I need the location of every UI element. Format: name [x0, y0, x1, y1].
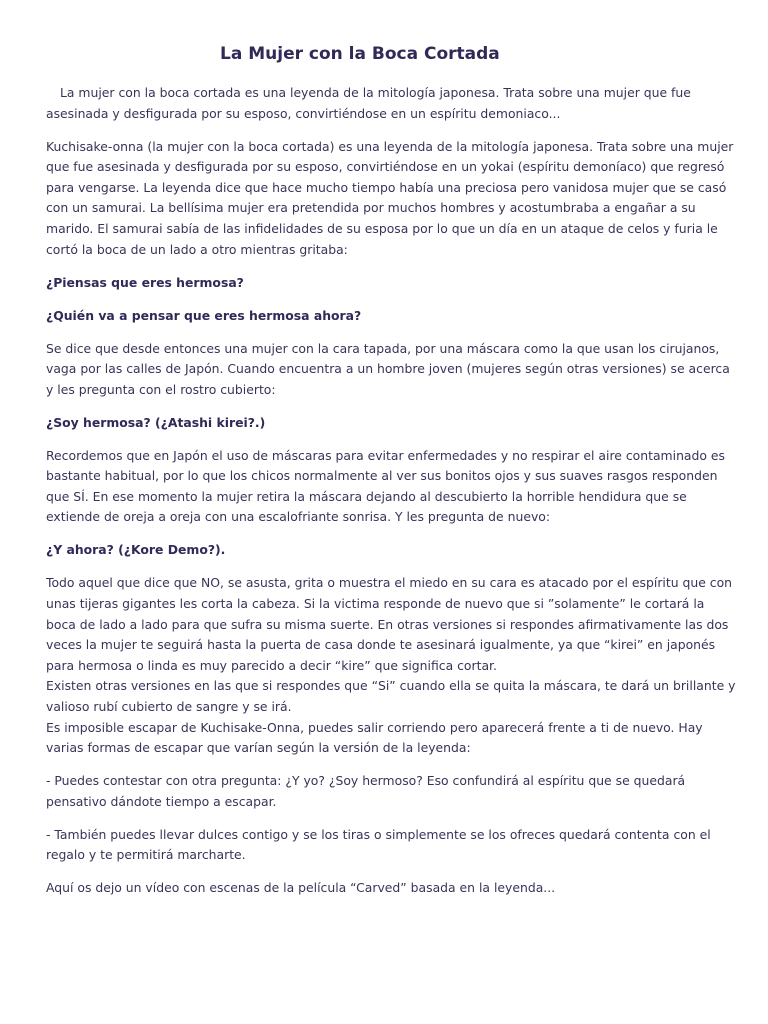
question-quien: ¿Quién va a pensar que eres hermosa ahora?: [46, 307, 362, 323]
paragraph-escape-question: - Puedes contestar con otra pregunta: ¿Y yo? ¿Soy hermoso? Eso confundirá al espíritu que se quedará pensativo dándote tiempo a escapar.: [46, 773, 686, 809]
paragraph-masks-japan: Recordemos que en Japón el uso de máscaras para evitar enfermedades y no respirar el aire contaminado es bastante habitual, por lo que los chicos normalmente al ver sus bonitos ojos y sus suaves rasgos responden que SÍ. En ese momento la mujer retira la máscara dejando al descubierto la horrible hendidura que se extiende de oreja a oreja con una escalofriante sonrisa. Y les pregunta de nuevo:: [46, 447, 725, 525]
question-y-ahora: ¿Y ahora? (¿Kore Demo?).: [46, 542, 226, 558]
question-piensas: ¿Piensas que eres hermosa?: [46, 274, 244, 290]
paragraph-escape-sweets: - También puedes llevar dulces contigo y se los tiras o simplemente se los ofreces quedará contenta con el regalo y te permitirá marcharte.: [46, 826, 711, 863]
paragraph-video: Aquí os dejo un vídeo con escenas de la película “Carved” basada en la leyenda...: [46, 880, 556, 896]
paragraph-attack: Todo aquel que dice que NO, se asusta, grita o muestra el miedo en su cara es atacado por el espíritu que con unas tijeras gigantes les corta la cabeza. Si la victima responde de nuevo que si ”solamente” le cortará la boca de lado a lado para que sufra su misma suerte. En otras versiones si respondes afirmativamente las dos veces la mujer te seguirá hasta la puerta de casa donde te asesinará igualmente, ya que “kirei” en japonés para hermosa o linda es muy parecido a decir “kire” que significa cortar.: [46, 575, 733, 673]
paragraph-escape: Es imposible escapar de Kuchisake-Onna, puedes salir corriendo pero aparecerá frente a ti de nuevo. Hay varias formas de escapar que varían según la versión de la leyenda:: [46, 719, 703, 756]
intro-paragraph: La mujer con la boca cortada es una leyenda de la mitología japonesa. Trata sobre una mujer que fue asesinada y desfigurada por su esposo, convirtiéndose en un espíritu demoniaco...: [46, 85, 691, 121]
article-body: [46, 83, 736, 911]
paragraph-mask: Se dice que desde entonces una mujer con la cara tapada, por una máscara como la que usan los cirujanos, vaga por las calles de Japón. Cuando encuentra a un hombre joven (mujeres según otras versiones) se acerca y les pregunta con el rostro cubierto:: [46, 340, 730, 397]
page-title: La Mujer con la Boca Cortada: [220, 44, 500, 64]
paragraph-origin: Kuchisake-onna (la mujer con la boca cortada) es una leyenda de la mitología japonesa. Trata sobre una mujer que fue asesinada y desfigurada por su esposo, convirtiéndose en un yokai (espíritu demoníaco) que regresó para vengarse. La leyenda dice que hace mucho tiempo había una preciosa pero vanidosa mujer que se casó con un samurai. La bellísima mujer era pretendida por muchos hombres y acostumbraba a engañar a su marido. El samurai sabía de las infidelidades de su esposa por lo que un día en un ataque de celos y furia le cortó la boca de un lado a otro mientras gritaba:: [46, 138, 734, 257]
question-soy-hermosa: ¿Soy hermosa? (¿Atashi kirei?.): [46, 414, 266, 430]
paragraph-ruby-version: Existen otras versiones en las que si respondes que “Si” cuando ella se quita la máscara, te dará un brillante y valioso rubí cubierto de sangre y se irá.: [46, 678, 736, 714]
